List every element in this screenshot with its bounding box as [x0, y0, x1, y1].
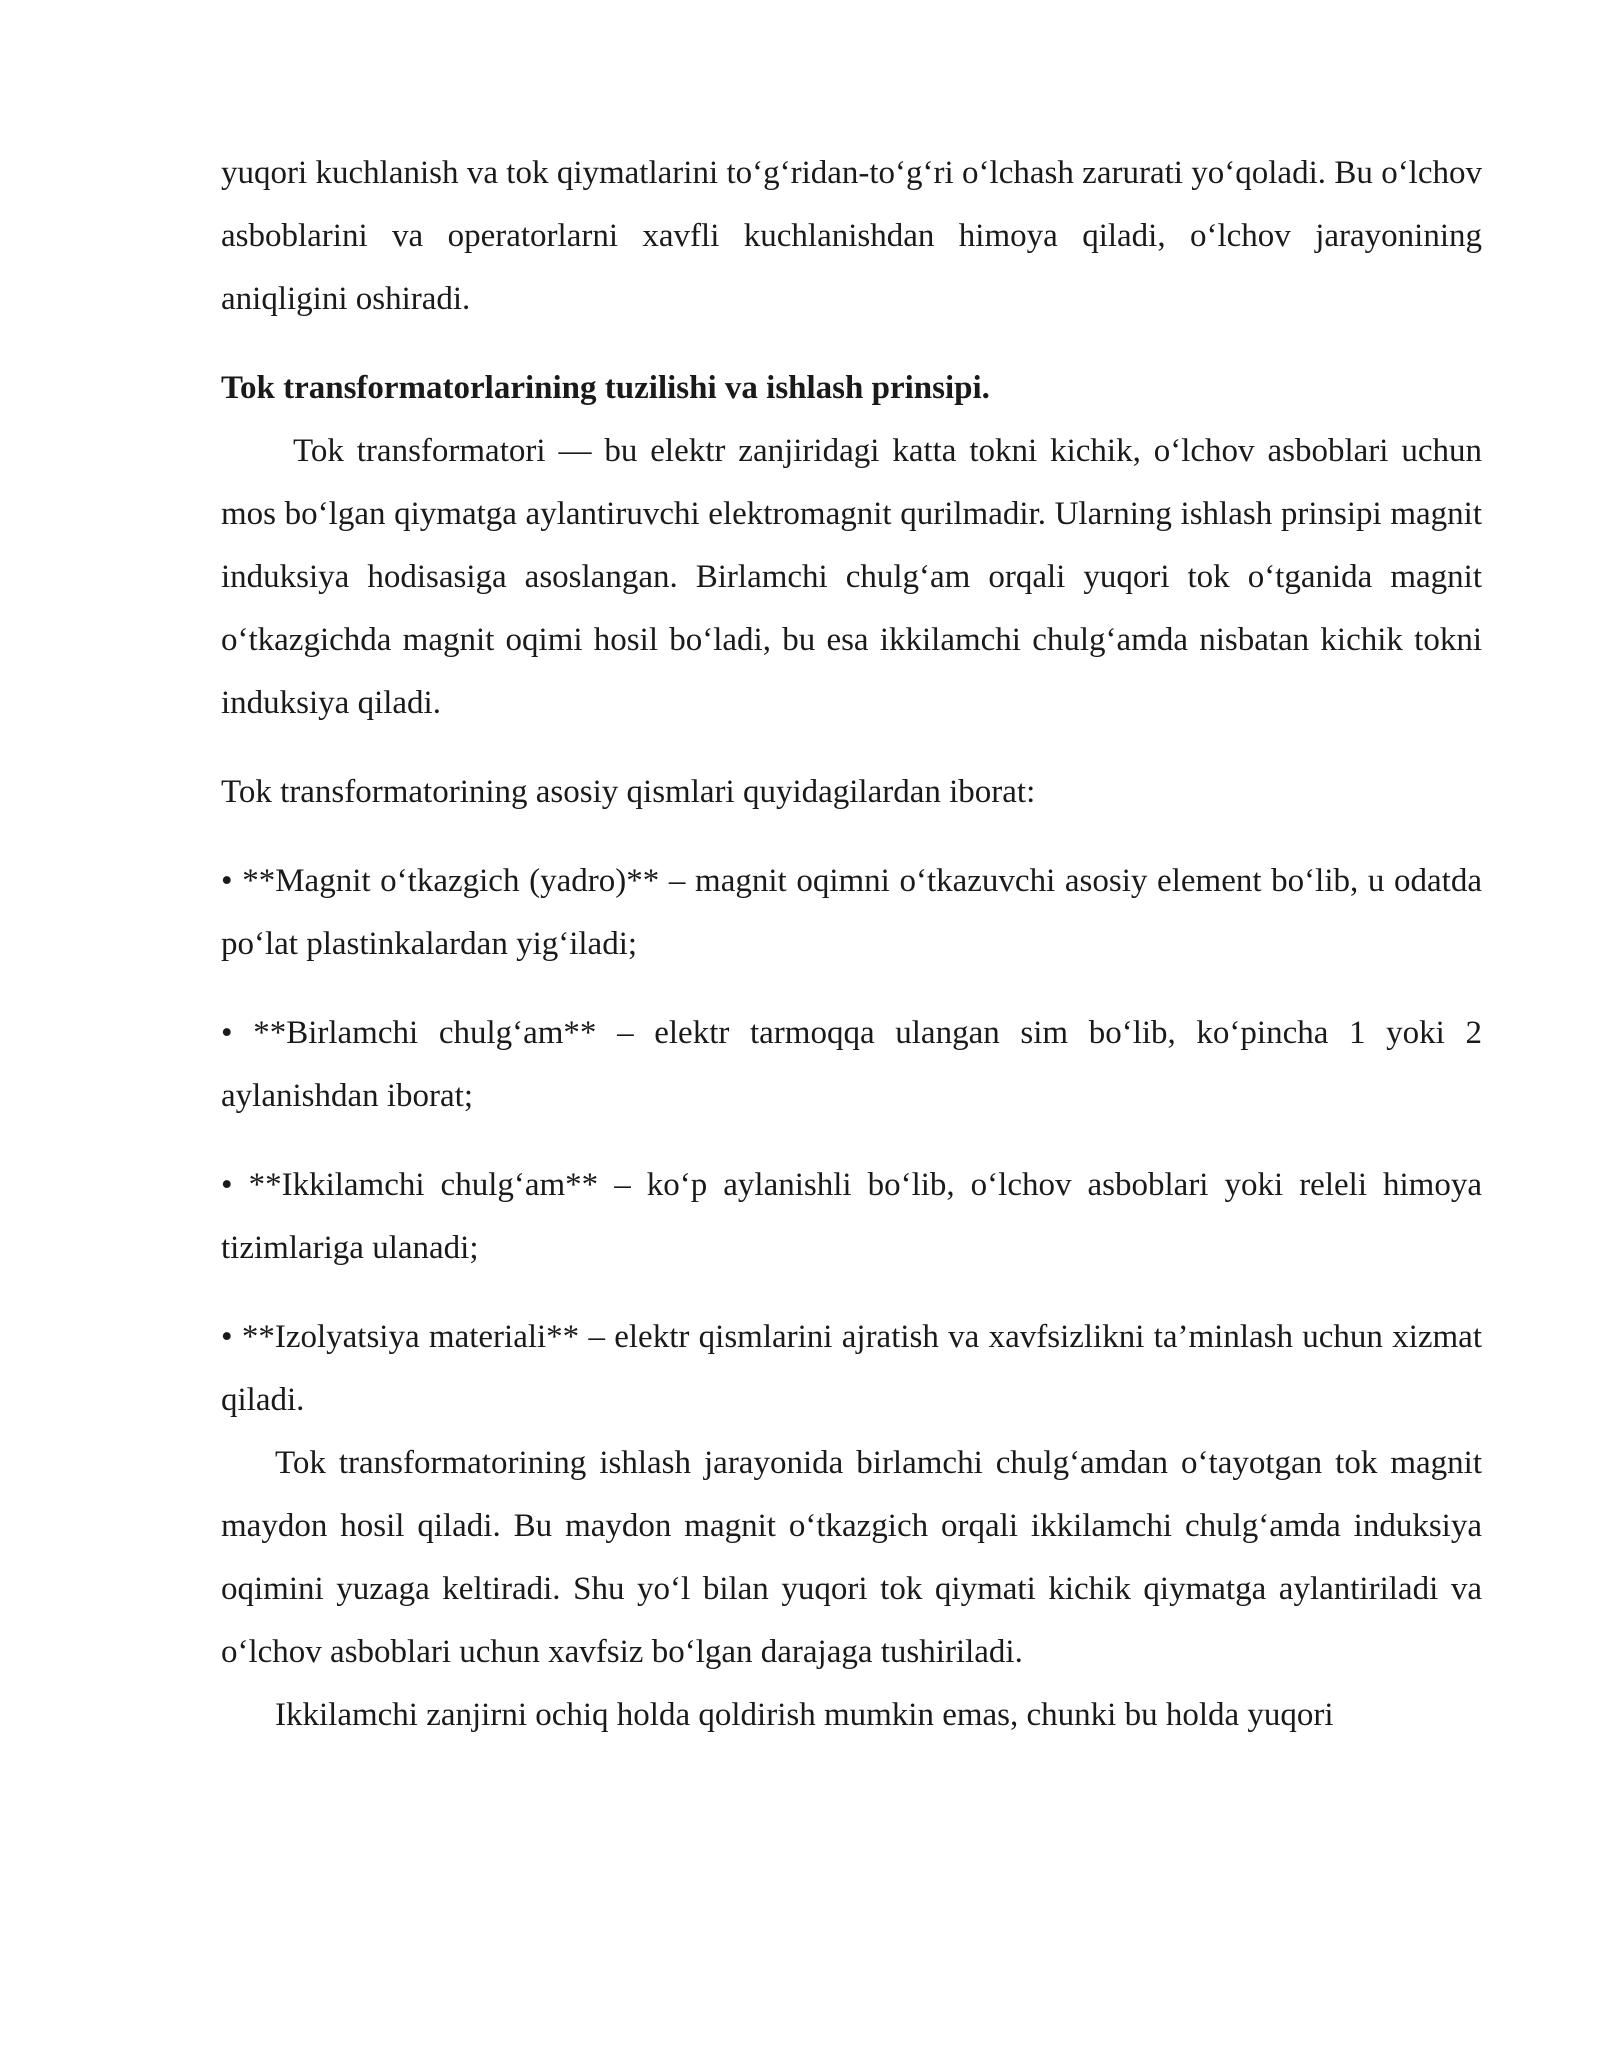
paragraph-definition: Tok transformatori — bu elektr zanjiridagi katta tokni kichik, o‘lchov asboblari uchun mos bo‘lgan qiymatga aylantiruvchi elektromagnit qurilmadir. Ularning ishlash prinsipi magnit induksiya hodisasiga asoslangan. Birlamchi chulg‘am orqali yuqori tok o‘tganida magnit o‘tkazgichda magnit oqimi hosil bo‘ladi, bu esa ikkilamchi chulg‘amda nisbatan kichik tokni induksiya qiladi.	[221, 433, 1482, 721]
bullet-item-secondary-winding: • **Ikkilamchi chulg‘am** – ko‘p aylanishli bo‘lib, o‘lchov asboblari yoki releli himoya tizimlariga ulanadi;	[221, 1167, 1482, 1266]
bullet-item-core: • **Magnit o‘tkazgich (yadro)** – magnit oqimni o‘tkazuvchi asosiy element bo‘lib, u odatda po‘lat plastinkalardan yig‘iladi;	[221, 863, 1482, 962]
section-heading: Tok transformatorlarining tuzilishi va ishlash prinsipi.	[221, 370, 990, 406]
bullet-item-insulation: • **Izolyatsiya materiali** – elektr qismlarini ajratish va xavfsizlikni ta’minlash uchun xizmat qiladi.	[221, 1319, 1482, 1418]
paragraph-process: Tok transformatorining ishlash jarayonida birlamchi chulg‘amdan o‘tayotgan tok magnit maydon hosil qiladi. Bu maydon magnit o‘tkazgich orqali ikkilamchi chulg‘amda induksiya oqimini yuzaga keltiradi. Shu yo‘l bilan yuqori tok qiymati kichik qiymatga aylantiriladi va o‘lchov asboblari uchun xavfsiz bo‘lgan darajaga tushiriladi.	[221, 1445, 1482, 1670]
bullet-item-primary-winding: • **Birlamchi chulg‘am** – elektr tarmoqqa ulangan sim bo‘lib, ko‘pincha 1 yoki 2 aylanishdan iborat;	[221, 1015, 1482, 1114]
paragraph-intro: yuqori kuchlanish va tok qiymatlarini to‘g‘ridan-to‘g‘ri o‘lchash zarurati yo‘qoladi. Bu o‘lchov asboblarini va operatorlarni xavfli kuchlanishdan himoya qiladi, o‘lchov jarayonining aniqligini oshiradi.	[221, 155, 1482, 317]
document-body	[221, 142, 1482, 1747]
paragraph-parts-intro: Tok transformatorining asosiy qismlari quyidagilardan iborat:	[221, 774, 1036, 810]
paragraph-final: Ikkilamchi zanjirni ochiq holda qoldirish mumkin emas, chunki bu holda yuqori	[275, 1697, 1334, 1733]
